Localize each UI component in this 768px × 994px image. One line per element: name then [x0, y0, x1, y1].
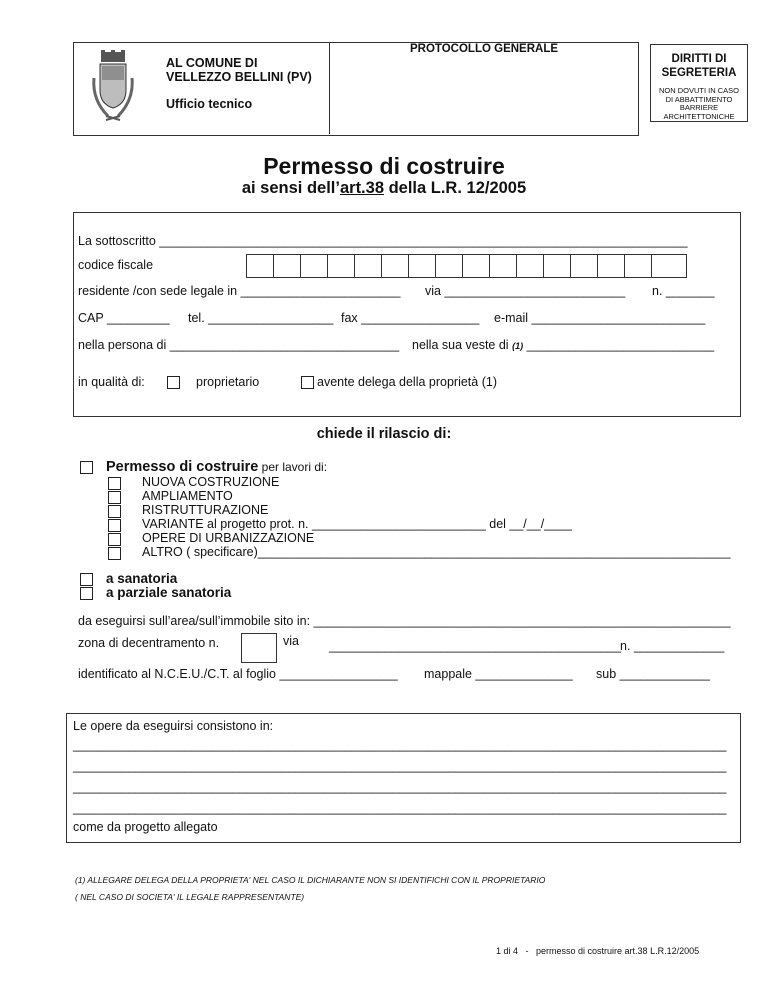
- delega-label: avente delega della proprietà (1): [317, 375, 497, 389]
- diritti-note-3: BARRIERE: [679, 103, 719, 112]
- sottoscritto-field[interactable]: La sottoscritto ____________________________________________________________________________: [78, 234, 688, 248]
- diritti-box: [650, 44, 748, 122]
- work-checkbox-ristrutturazione[interactable]: [108, 505, 121, 518]
- numero-location-field[interactable]: n. _____________: [620, 639, 725, 653]
- diritti-title-1: DIRITTI DI: [671, 53, 727, 65]
- subtitle-article-link: art.38: [339, 179, 384, 197]
- proprietario-label: proprietario: [196, 375, 260, 389]
- work-item-ristrutturazione: RISTRUTTURAZIONE: [142, 503, 269, 517]
- works-description-title: Le opere da eseguirsi consistono in:: [73, 719, 274, 733]
- work-checkbox-nuova[interactable]: [108, 477, 121, 490]
- work-checkbox-urbanizzazione[interactable]: [108, 533, 121, 546]
- diritti-title-2: SEGRETERIA: [661, 67, 737, 79]
- header-divider: [329, 42, 330, 134]
- parziale-sanatoria-checkbox[interactable]: [80, 587, 93, 600]
- cf-cell[interactable]: [408, 255, 436, 277]
- cf-cell[interactable]: [516, 255, 544, 277]
- cf-cell[interactable]: [354, 255, 382, 277]
- diritti-note-4: ARCHITETTONICHE: [663, 111, 735, 121]
- footnote-1: (1) ALLEGARE DELEGA DELLA PROPRIETA' NEL CASO IL DICHIARANTE NON SI IDENTIFICHI CON IL PROPRIETARIO: [75, 875, 546, 885]
- works-description-line-1[interactable]: ______________________________________________________________________________________________: [73, 738, 727, 752]
- via-location-label: via: [283, 634, 299, 648]
- permesso-checkbox[interactable]: [80, 461, 93, 474]
- sito-field[interactable]: da eseguirsi sull’area/sull’immobile sito in: ____________________________________________________________: [78, 614, 731, 628]
- work-item-urbanizzazione: OPERE DI URBANIZZAZIONE: [142, 531, 315, 545]
- parziale-sanatoria-label: a parziale sanatoria: [106, 585, 232, 600]
- foglio-field[interactable]: identificato al N.C.E.U./C.T. al foglio _________________: [78, 667, 398, 681]
- works-description-line-2[interactable]: ______________________________________________________________________________________________: [73, 759, 727, 773]
- works-description-footer: come da progetto allegato: [73, 820, 218, 834]
- via-location-field[interactable]: __________________________________________: [329, 639, 621, 653]
- cf-cell[interactable]: [246, 255, 274, 277]
- works-description-line-4[interactable]: ______________________________________________________________________________________________: [73, 801, 727, 815]
- sanatoria-label: a sanatoria: [106, 571, 178, 586]
- cf-cell[interactable]: [273, 255, 301, 277]
- cf-cell[interactable]: [435, 255, 463, 277]
- delega-checkbox[interactable]: [301, 376, 314, 389]
- permesso-rest: per lavori di:: [258, 460, 328, 474]
- cf-cell[interactable]: [624, 255, 652, 277]
- numero-field[interactable]: n. _______: [652, 284, 715, 298]
- veste-label: nella sua veste di: [412, 338, 509, 352]
- work-item-altro[interactable]: ALTRO ( specificare)____________________________________________________________________: [142, 545, 731, 559]
- subtitle-post: della L.R. 12/2005: [384, 179, 527, 197]
- cf-cell[interactable]: [489, 255, 517, 277]
- residente-field[interactable]: residente /con sede legale in _______________________: [78, 284, 401, 298]
- works-description-line-3[interactable]: ______________________________________________________________________________________________: [73, 780, 727, 794]
- zona-input-box[interactable]: [241, 633, 277, 663]
- codice-fiscale-grid[interactable]: [246, 254, 687, 278]
- work-checkbox-altro[interactable]: [108, 547, 121, 560]
- ufficio-label: Ufficio tecnico: [166, 97, 253, 111]
- permesso-label: [106, 458, 327, 476]
- codice-fiscale-label: codice fiscale: [78, 258, 154, 272]
- work-item-ampliamento: AMPLIAMENTO: [142, 489, 233, 503]
- page-title: Permesso di costruire: [263, 153, 505, 179]
- header-box: [73, 42, 639, 136]
- cf-cell[interactable]: [597, 255, 625, 277]
- veste-footnote-ref: (1): [512, 341, 524, 351]
- fax-field[interactable]: fax _________________: [341, 311, 480, 325]
- cf-cell[interactable]: [300, 255, 328, 277]
- cf-cell[interactable]: [570, 255, 598, 277]
- email-field[interactable]: e-mail _________________________: [494, 311, 706, 325]
- cf-cell[interactable]: [651, 255, 679, 277]
- cf-cell[interactable]: [462, 255, 490, 277]
- veste-field[interactable]: [412, 338, 714, 352]
- cf-cell[interactable]: [381, 255, 409, 277]
- page-subtitle: [0, 179, 768, 198]
- work-checkbox-variante[interactable]: [108, 519, 121, 532]
- persona-field[interactable]: nella persona di _________________________________: [78, 338, 400, 352]
- sub-field[interactable]: sub _____________: [596, 667, 711, 681]
- work-checkbox-ampliamento[interactable]: [108, 491, 121, 504]
- mappale-field[interactable]: mappale ______________: [424, 667, 573, 681]
- cap-field[interactable]: CAP _________: [78, 311, 170, 325]
- proprietario-checkbox[interactable]: [167, 376, 180, 389]
- work-item-variante[interactable]: VARIANTE al progetto prot. n. _________________________ del __/__/____: [142, 517, 572, 531]
- diritti-note-1: NON DOVUTI IN CASO: [658, 86, 739, 95]
- page-footer: 1 di 4 - permesso di costruire art.38 L.R.12/2005: [496, 946, 700, 956]
- work-item-nuova: NUOVA COSTRUZIONE: [142, 475, 280, 489]
- subtitle-pre: ai sensi dell’: [241, 179, 340, 197]
- footnote-2: ( NEL CASO DI SOCIETA' IL LEGALE RAPPRESENTANTE): [75, 892, 305, 902]
- via-field[interactable]: via __________________________: [425, 284, 626, 298]
- cf-cell[interactable]: [543, 255, 571, 277]
- diritti-note: [651, 87, 747, 121]
- sanatoria-checkbox[interactable]: [80, 573, 93, 586]
- comune-name: [166, 56, 312, 84]
- tel-field[interactable]: tel. __________________: [188, 311, 334, 325]
- qualita-label: in qualità di:: [78, 375, 145, 389]
- cf-cell[interactable]: [327, 255, 355, 277]
- veste-line: ___________________________: [526, 338, 715, 352]
- request-heading: chiede il rilascio di:: [316, 426, 452, 442]
- comune-line1: AL COMUNE DI: [166, 56, 258, 70]
- permesso-bold: Permesso di costruire: [106, 459, 259, 475]
- zona-label: zona di decentramento n.: [78, 636, 220, 650]
- comune-line2: VELLEZZO BELLINI (PV): [166, 70, 312, 84]
- coat-of-arms-logo: [88, 50, 138, 126]
- diritti-note-2: DI ABBATTIMENTO: [665, 94, 733, 104]
- protocollo-label: PROTOCOLLO GENERALE: [410, 43, 559, 55]
